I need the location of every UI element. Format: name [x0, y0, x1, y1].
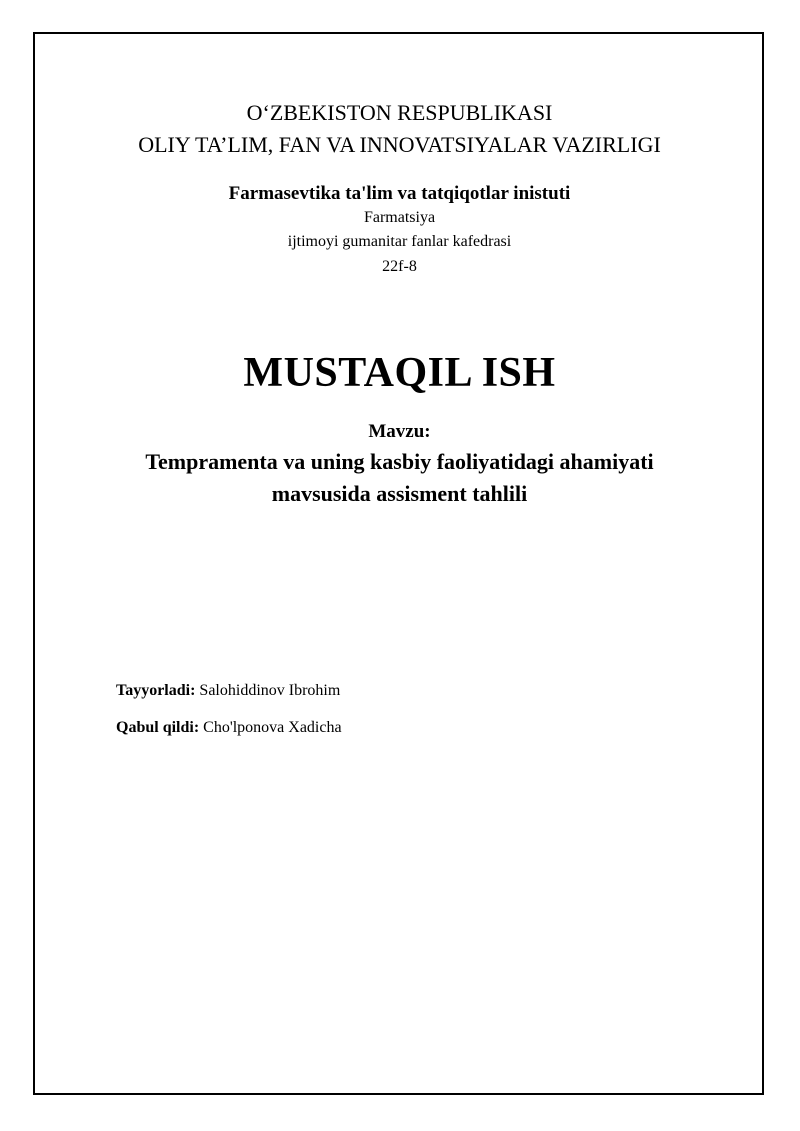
- faculty-name: Farmatsiya: [363, 209, 436, 226]
- prepared-by-name: Salohiddinov Ibrohim: [195, 682, 341, 699]
- ministry-heading: OLIY TA’LIM, FAN VA INNOVATSIYALAR VAZIRLIGI: [138, 132, 661, 157]
- group-code: 22f-8: [382, 258, 417, 275]
- topic-label: Mavzu:: [368, 421, 431, 442]
- topic-text: [35, 446, 764, 510]
- accepted-by: [116, 717, 342, 739]
- topic-line-2: mavsusida assisment tahlili: [271, 481, 528, 506]
- department-name: ijtimoyi gumanitar fanlar kafedrasi: [287, 233, 512, 250]
- topic-line-1: Tempramenta va uning kasbiy faoliyatidagi ahamiyati: [145, 449, 654, 474]
- prepared-by: [116, 680, 340, 702]
- document-title: MUSTAQIL ISH: [243, 350, 556, 396]
- prepared-by-label: Tayyorladi:: [116, 682, 196, 699]
- republic-heading: O‘ZBEKISTON RESPUBLIKASI: [246, 100, 553, 125]
- accepted-by-name: Cho'lponova Xadicha: [199, 719, 342, 736]
- institute-name: Farmasevtika ta'lim va tatqiqotlar inistuti: [228, 183, 571, 204]
- accepted-by-label: Qabul qildi:: [116, 719, 200, 736]
